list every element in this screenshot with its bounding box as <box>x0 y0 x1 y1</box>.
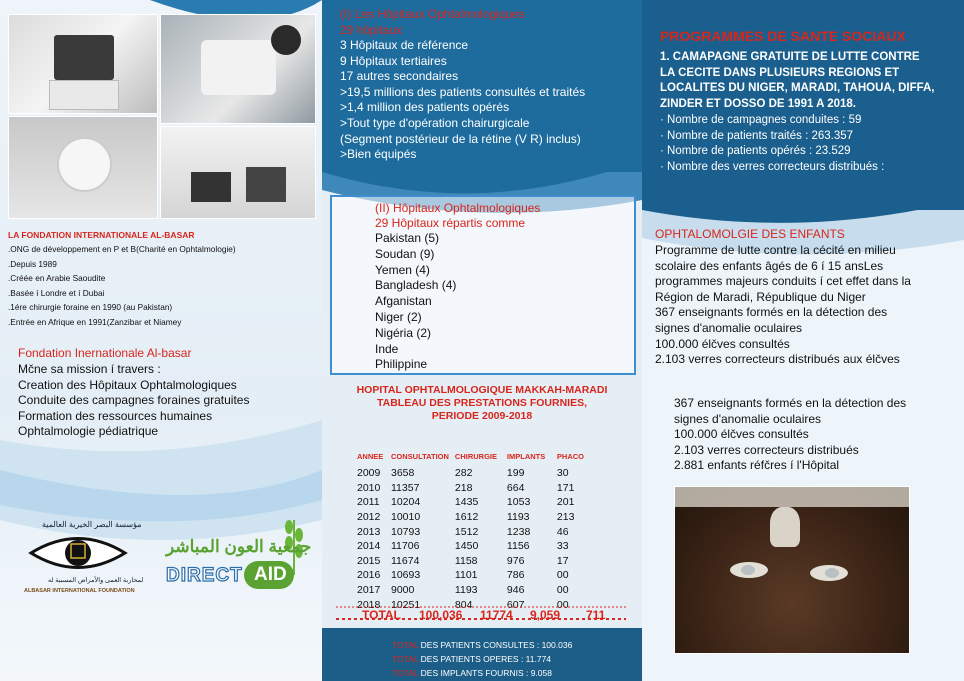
summary-label: TOTAL <box>392 668 419 678</box>
table-cell: 1193 <box>454 584 478 597</box>
table-header: CHIRURGIE <box>454 452 498 461</box>
table-total-cell: 11774 <box>480 608 513 622</box>
programs-stat: · Nombre des verres correcteurs distribués : <box>660 160 885 173</box>
table-cell: 1512 <box>454 525 479 538</box>
foundation-list <box>8 242 236 329</box>
mission-list <box>18 362 249 440</box>
children-line: 100.000 élčves consultés <box>655 336 790 351</box>
table-cell: 3658 <box>391 467 415 480</box>
hospitals-item: >Tout type d'opération chairurgicale <box>340 115 530 130</box>
table-header: ANNEE <box>357 452 384 461</box>
table-cell: 00 <box>556 584 569 597</box>
table-row <box>354 539 594 554</box>
table-cell: 2012 <box>357 511 381 524</box>
children-line: programmes majeurs conduits í cet effet dans la <box>655 274 911 289</box>
country-item: Yemen (4) <box>375 262 430 277</box>
table-cell: 2017 <box>357 584 381 597</box>
table-header: PHACO <box>556 452 585 461</box>
country-item: Nigéria (2) <box>375 325 432 340</box>
table-cell: 10010 <box>391 511 421 524</box>
table-row <box>354 481 594 496</box>
child-photo-background <box>675 487 910 507</box>
summary-text: DES IMPLANTS FOURNIS : 9.058 <box>418 668 552 678</box>
table-cell: 171 <box>556 481 575 494</box>
table-row <box>354 554 594 569</box>
summary-line <box>392 638 572 652</box>
summary-label: TOTAL <box>392 640 419 650</box>
country-item: Soudan (9) <box>375 246 435 261</box>
table-header: IMPLANTS <box>506 452 546 461</box>
children-line: 367 enseignants formés en la détection des <box>655 305 888 320</box>
table-cell: 1053 <box>506 496 531 509</box>
table-title-line: HOPITAL OPHTALMOLOGIQUE MAKKAH-MARADI <box>356 384 608 396</box>
equipment-photo-3 <box>8 116 158 219</box>
programs-stat: · Nombre de patients opérés : 23.529 <box>660 145 851 157</box>
children-title: OPHTALOMOLGIE DES ENFANTS <box>655 227 845 241</box>
hospitals-item: >Bien équipés <box>340 147 417 162</box>
mission-item: Conduite des campagnes foraines gratuites <box>18 393 250 407</box>
albasar-logo-arabic-sub: لمحاربة العمى والأمراض المسببة له <box>48 577 144 584</box>
table-cell: 2016 <box>357 569 381 582</box>
table-cell: 213 <box>556 511 575 524</box>
table-total-cell: 9,059 <box>530 608 561 622</box>
table-cell: 946 <box>506 584 525 597</box>
country-item: Pakistan (5) <box>375 231 440 245</box>
country-item: Niger (2) <box>375 309 422 324</box>
programs-line: ZINDER ET DOSSO DE 1991 A 2018. <box>660 97 856 110</box>
table-cell: 11357 <box>391 481 420 494</box>
country-item: Philippine <box>375 357 428 372</box>
children-line: 2.103 verres correcteurs distribués aux élčves <box>655 352 900 367</box>
mission-title: Fondation Inernationale Al-basar <box>18 346 192 360</box>
table-total-cell: 711 <box>586 608 606 622</box>
children-line: Région de Maradi, République du Niger <box>655 289 866 304</box>
table-cell: 10251 <box>391 598 421 611</box>
country-item: Afganistan <box>375 294 432 309</box>
directaid-logo-direct: DIRECT <box>166 565 243 586</box>
table-cell: 1158 <box>454 554 478 567</box>
table-cell: 201 <box>556 496 575 509</box>
box-title: (II) Hôpitaux Ophtalmologiques <box>375 201 541 215</box>
hospitals-item: >19,5 millions des patients consultés et traités <box>340 84 586 99</box>
children-line-2: signes d'anomalie oculaires <box>674 411 822 426</box>
mission-item: Ophtalmologie pédiatrique <box>18 424 159 438</box>
box-subtitle: 29 Hôpitaux répartis comme <box>375 216 526 230</box>
table-cell: 00 <box>556 598 569 611</box>
table-title-line: PERIODE 2009-2018 <box>431 410 533 422</box>
summary-block <box>392 638 572 680</box>
equipment-photo-2 <box>160 14 316 124</box>
foundation-item: .1ére chirurgie foraine en 1990 (au Pakistan) <box>8 302 173 312</box>
table-cell: 00 <box>556 569 569 582</box>
summary-text: DES PATIENTS OPERES : 11.774 <box>418 654 552 664</box>
table-cell: 30 <box>556 467 569 480</box>
mission-item: Mčne sa mission í travers : <box>18 362 161 376</box>
table-cell: 1435 <box>454 496 479 509</box>
children-line-2: 2.103 verres correcteurs distribués <box>674 442 859 457</box>
albasar-logo-arabic: مؤسسة البصر الخيرية العالمية <box>42 520 142 529</box>
summary-text: DES PATIENTS CONSULTES : 100.036 <box>418 640 573 650</box>
summary-label: TOTAL <box>392 654 419 664</box>
table-cell: 10793 <box>391 525 421 538</box>
table-cell: 976 <box>506 554 525 567</box>
table-cell: 1238 <box>506 525 531 538</box>
table-cell: 1156 <box>506 540 530 553</box>
programs-stats <box>660 113 884 175</box>
directaid-logo <box>162 515 312 595</box>
child-photo-pupil-left <box>741 565 755 575</box>
table-cell: 218 <box>454 481 473 494</box>
children-line: signes d'anomalie oculaires <box>655 320 803 335</box>
programs-stat: · Nombre de patients traités : 263.357 <box>660 129 854 142</box>
table-cell: 17 <box>556 554 569 567</box>
children-line-2: 367 enseignants formés en la détection des <box>674 396 907 410</box>
table-cell: 33 <box>556 540 569 553</box>
directaid-logo-pill <box>244 561 294 589</box>
programs-title: PROGRAMMES DE SANTE SOCIAUX <box>660 28 906 44</box>
children-line-2: 100.000 élčves consultés <box>674 427 809 442</box>
table-row <box>354 495 594 510</box>
eye-logo-icon <box>28 532 128 574</box>
countries-list <box>375 231 456 373</box>
programs-stat: · Nombre de campagnes conduites : 59 <box>660 114 862 126</box>
table-cell: 786 <box>506 569 525 582</box>
country-item: Inde <box>375 341 399 356</box>
prestations-table <box>354 452 594 612</box>
hospitals-item: >1,4 million des patients opérés <box>340 100 510 115</box>
table-total-label: TOTAL <box>362 608 401 622</box>
albasar-logo-english: ALBASAR INTERNATIONAL FOUNDATION <box>24 588 135 594</box>
table-cell: 11706 <box>391 540 420 553</box>
hospitals-item: 9 Hôpitaux tertiaires <box>340 53 447 68</box>
table-row <box>354 524 594 539</box>
table-cell: 11674 <box>391 554 420 567</box>
children-line-2: 2.881 enfants réfčres í l'Hôpital <box>674 458 840 473</box>
foundation-item: .Basée í Londre et í Dubai <box>8 287 105 298</box>
equipment-photo-1 <box>8 14 158 114</box>
hospitals-list <box>340 38 585 163</box>
table-row <box>354 583 594 598</box>
table-title-line: TABLEAU DES PRESTATIONS FOURNIES, <box>376 397 587 409</box>
albasar-logo <box>20 520 144 605</box>
table-cell: 199 <box>506 467 525 480</box>
mission-item: Creation des Hôpitaux Ophtalmologiques <box>18 377 237 392</box>
table-row <box>354 510 594 525</box>
table-cell: 46 <box>556 525 569 538</box>
child-photo <box>674 486 910 654</box>
foundation-item: .Créée en Arabie Saoudite <box>8 273 106 283</box>
hospitals-item: 17 autres secondaires <box>340 69 459 84</box>
table-cell: 664 <box>506 481 525 494</box>
mission-item: Formation des ressources humaines <box>18 408 213 423</box>
table-cell: 2010 <box>357 481 381 494</box>
children-lines-2 <box>674 396 906 474</box>
table-cell: 2011 <box>357 496 380 509</box>
table-cell: 282 <box>454 467 473 480</box>
child-photo-pupil-right <box>825 568 839 578</box>
table-cell: 1101 <box>454 569 478 582</box>
children-lines <box>655 243 911 368</box>
hospitals-title: (I) Les Hôpitaux Ophtalmologiques <box>340 7 525 21</box>
table-cell: 1450 <box>454 540 479 553</box>
table-cell: 2018 <box>357 598 381 611</box>
table-header: CONSULTATION <box>391 452 449 461</box>
foundation-item: .Depuis 1989 <box>8 258 57 269</box>
programs-line: LOCALITES DU NIGER, MARADI, TAHOUA, DIFFA, <box>660 82 935 94</box>
table-cell: 2015 <box>357 554 381 567</box>
hospitals-count: 29 hôpitaux <box>340 23 403 37</box>
equipment-photo-4 <box>160 126 316 219</box>
table-cell: 10204 <box>391 496 421 509</box>
foundation-item: .Entrée en Afrique en 1991(Zanzibar et Niamey <box>8 316 182 327</box>
hospitals-item: 3 Hôpitaux de référence <box>340 38 469 52</box>
table-header-row <box>354 452 594 466</box>
table-cell: 1612 <box>454 511 479 524</box>
programs-line: LA CECITE DANS PLUSIEURS REGIONS ET <box>660 66 900 79</box>
programs-lines <box>660 50 935 112</box>
programs-line: 1. CAMAPAGNE GRATUITE DE LUTTE CONTRE <box>660 51 920 63</box>
foundation-item: .ONG de développement en P et B(Charité en Ophtalmologie) <box>8 244 236 254</box>
table-cell: 607 <box>506 598 525 611</box>
table-total-cell: 100,036 <box>419 608 463 622</box>
foundation-title: LA FONDATION INTERNATIONALE AL-BASAR <box>8 230 195 240</box>
table-cell: 804 <box>454 598 473 611</box>
summary-line <box>392 666 572 680</box>
table-cell: 9000 <box>391 584 415 597</box>
children-line: scolaire des enfants âgés de 6 í 15 ansLes <box>655 258 884 273</box>
country-item: Bangladesh (4) <box>375 278 457 293</box>
table-cell: 2009 <box>357 467 381 480</box>
directaid-logo-aid: AID <box>254 564 287 585</box>
table-cell: 2014 <box>357 540 381 553</box>
directaid-logo-arabic: جمعية العون المباشر <box>166 537 312 556</box>
table-cell: 10693 <box>391 569 421 582</box>
table-row <box>354 568 594 583</box>
children-line: Programme de lutte contre la cécité en milieu <box>655 243 896 257</box>
table-row <box>354 466 594 481</box>
table-title <box>322 384 642 423</box>
table-cell: 1193 <box>506 511 530 524</box>
summary-line <box>392 652 572 666</box>
table-cell: 2013 <box>357 525 381 538</box>
child-photo-hand <box>770 507 800 547</box>
hospitals-item: (Segment postérieur de la rétine (V R) inclus) <box>340 131 581 146</box>
